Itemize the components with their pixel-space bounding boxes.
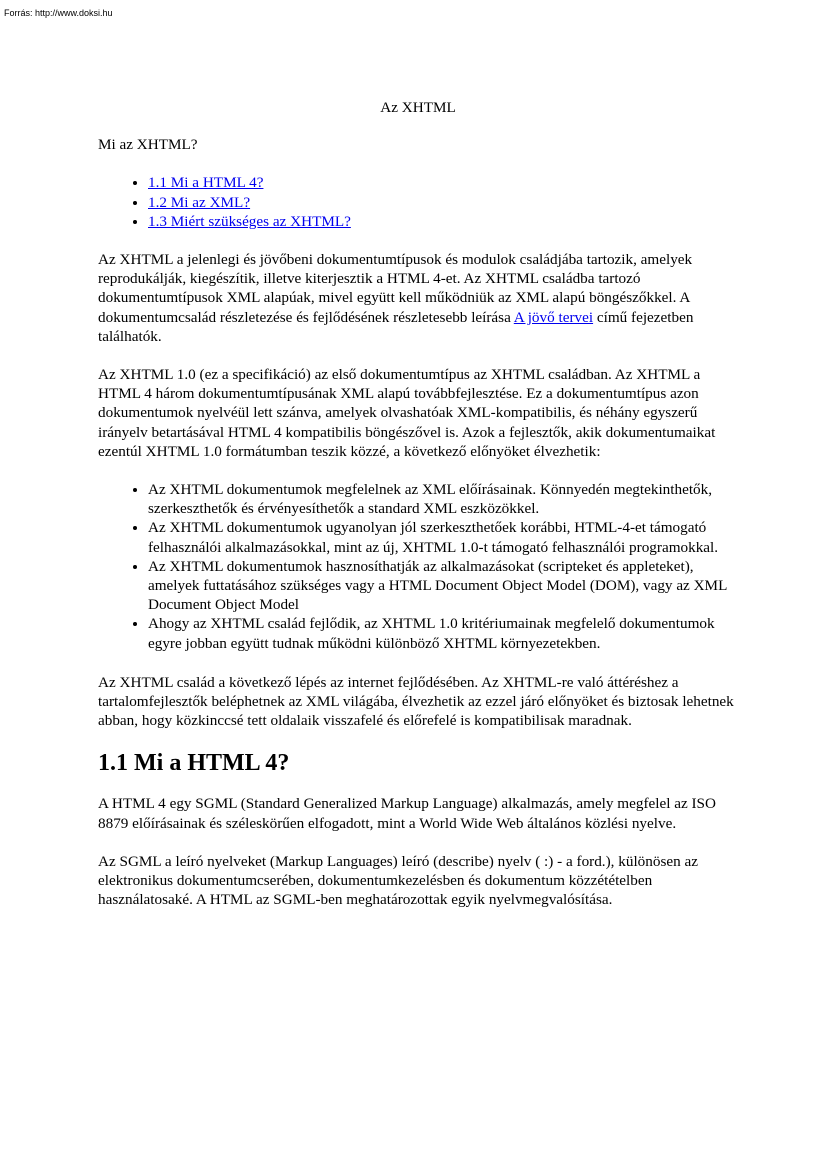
- benefit-item: • Az XHTML dokumentumok hasznosíthatják az alkalmazásokat (scripteket és appleteket), amelyek futtatásához szükséges vagy a HTML Document Object Model (DOM), vagy az XML Document Object Model: [148, 557, 738, 615]
- sgml-paragraph: Az SGML a leíró nyelveket (Markup Languages) leíró (describe) nyelv ( :) - a ford.), különösen az elektronikus dokumentumcserében, dokumentumkezelésben és dokumentum közzétételben használatosaké. A HTML az SGML-ben meghatározottak egyik nyelvmegvalósítása.: [98, 852, 698, 909]
- toc-item: [148, 193, 738, 212]
- page-subtitle: Mi az XHTML?: [98, 136, 198, 154]
- table-of-contents: [98, 173, 738, 231]
- intro-text-start: Az XHTML a jelenlegi és jövőbeni dokumentumtípusok és modulok családjába tartozik, amelyek reprodukálják, kiegészítik, illetve kiterjesztik a HTML 4-et. Az XHTML családba tartozó dokumentumtípusok XML alapúak, mivel együtt kell működniük az XML alapú böngészőkkel. A dokumentumcsalád részletezése és fejlődésének részletesebb leírása: [98, 251, 693, 326]
- future-plans-link[interactable]: A jövő tervei: [513, 308, 594, 326]
- html4-paragraph: A HTML 4 egy SGML (Standard Generalized Markup Language) alkalmazás, amely megfelel az ISO 8879 előírásainak és széleskörűen elfogadott, mint a World Wide Web általános közlési nyelve.: [98, 795, 716, 832]
- toc-item: [148, 212, 738, 231]
- source-label: Forrás: http://www.doksi.hu: [4, 8, 113, 18]
- xhtml10-paragraph: Az XHTML 1.0 (ez a specifikáció) az első dokumentumtípus az XHTML családban. Az XHTML a HTML 4 három dokumentumtípusának XML alapú továbbfejlesztése. Ez a dokumentumtípus azon dokumentumok nyelvéül lett szánva, amelyek olvashatóak XML-kompatibilis, és néhány egyszerű irányelv betartásával HTML 4 kompatibilis böngészővel is. Azok a fejlesztők, akik dokumentumaikat ezentúl XHTML 1.0 formátumban teszik közzé, a következő előnyöket élvezhetik:: [98, 366, 716, 460]
- document-body: [98, 98, 738, 929]
- intro-text-end: című fejezetben találhatók.: [98, 308, 694, 345]
- intro-paragraph: [98, 250, 738, 346]
- page-title: Az XHTML: [380, 99, 456, 116]
- next-step-paragraph: Az XHTML család a következő lépés az internet fejlődésében. Az XHTML-re való áttéréshez a tartalomfejlesztők beléphetnek az XML világába, élvezhetik az ezzel járó előnyöket és biztosak lehetnek abban, hogy közkinccsé tett oldalaik visszafelé és előrefelé is kompatibilisak maradnak.: [98, 673, 734, 730]
- toc-link-html4[interactable]: 1.1 Mi a HTML 4?: [148, 174, 264, 192]
- benefits-list: [98, 480, 738, 653]
- section-heading-html4: 1.1 Mi a HTML 4?: [98, 750, 290, 777]
- toc-link-xml[interactable]: 1.2 Mi az XML?: [148, 193, 251, 211]
- benefit-item: • Az XHTML dokumentumok megfelelnek az XML előírásainak. Könnyedén megtekinthetők, szerkeszthetők és érvényesíthetők a standard XML eszközökkel.: [148, 480, 738, 518]
- benefit-item: • Az XHTML dokumentumok ugyanolyan jól szerkeszthetőek korábbi, HTML-4-et támogató felhasználói alkalmazásokkal, mint az új, XHTML 1.0-t támogató felhasználói programokkal.: [148, 518, 738, 556]
- toc-link-why-xhtml[interactable]: 1.3 Miért szükséges az XHTML?: [148, 212, 351, 230]
- toc-item: [148, 173, 738, 192]
- benefit-item: • Ahogy az XHTML család fejlődik, az XHTML 1.0 kritériumainak megfelelő dokumentumok egyre jobban együtt tudnak működni különböző XHTML környezetekben.: [148, 614, 738, 652]
